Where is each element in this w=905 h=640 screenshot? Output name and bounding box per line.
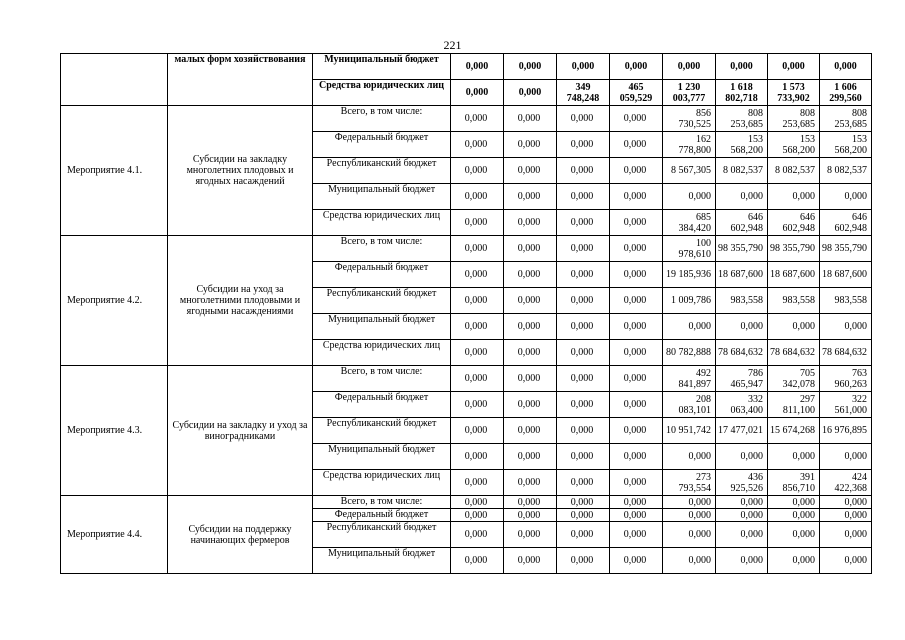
value-cell: 0,000 [557,132,610,158]
value-cell: 0,000 [610,418,663,444]
value-cell: 492 841,897 [663,366,716,392]
value-cell: 0,000 [451,314,504,340]
value-cell: 0,000 [504,470,557,496]
value-cell: 18 687,600 [716,262,768,288]
value-cell: 0,000 [451,340,504,366]
measure-id-cell: Мероприятие 4.3. [61,366,168,496]
value-cell: 0,000 [610,548,663,574]
value-cell: 0,000 [557,184,610,210]
value-cell: 0,000 [820,496,872,509]
value-cell: 0,000 [663,54,716,80]
value-cell: 0,000 [610,54,663,80]
funding-source-cell: Муниципальный бюджет [313,54,451,80]
funding-source-cell: Средства юридических лиц [313,470,451,496]
measure-name-cell: Субсидии на поддержку начинающих фермеров [168,496,313,574]
value-cell: 0,000 [557,340,610,366]
value-cell: 0,000 [504,262,557,288]
funding-source-cell: Муниципальный бюджет [313,314,451,340]
value-cell: 705 342,078 [768,366,820,392]
value-cell: 0,000 [504,548,557,574]
value-cell: 273 793,554 [663,470,716,496]
value-cell: 1 230 003,777 [663,80,716,106]
value-cell: 0,000 [820,54,872,80]
value-cell: 0,000 [504,392,557,418]
funding-source-cell: Республиканский бюджет [313,418,451,444]
value-cell: 0,000 [451,210,504,236]
value-cell: 0,000 [663,548,716,574]
value-cell: 153 568,200 [716,132,768,158]
value-cell: 0,000 [557,470,610,496]
value-cell: 0,000 [557,509,610,522]
value-cell: 0,000 [716,184,768,210]
value-cell: 322 561,000 [820,392,872,418]
value-cell: 983,558 [768,288,820,314]
value-cell: 0,000 [451,392,504,418]
value-cell: 153 568,200 [768,132,820,158]
funding-source-cell: Федеральный бюджет [313,262,451,288]
value-cell: 162 778,800 [663,132,716,158]
value-cell: 0,000 [663,496,716,509]
value-cell: 0,000 [451,106,504,132]
value-cell: 0,000 [557,262,610,288]
value-cell: 808 253,685 [768,106,820,132]
value-cell: 646 602,948 [820,210,872,236]
value-cell: 983,558 [716,288,768,314]
funding-source-cell: Федеральный бюджет [313,392,451,418]
value-cell: 0,000 [557,548,610,574]
value-cell: 763 960,263 [820,366,872,392]
value-cell: 465 059,529 [610,80,663,106]
value-cell: 0,000 [504,236,557,262]
value-cell: 391 856,710 [768,470,820,496]
value-cell: 8 082,537 [820,158,872,184]
value-cell: 0,000 [768,496,820,509]
funding-source-cell: Всего, в том числе: [313,366,451,392]
value-cell: 0,000 [557,314,610,340]
value-cell: 983,558 [820,288,872,314]
value-cell: 0,000 [504,54,557,80]
value-cell: 0,000 [504,444,557,470]
value-cell: 0,000 [716,509,768,522]
measure-id-cell: Мероприятие 4.2. [61,236,168,366]
value-cell: 0,000 [610,314,663,340]
value-cell: 0,000 [504,288,557,314]
funding-source-cell: Федеральный бюджет [313,509,451,522]
value-cell: 0,000 [663,522,716,548]
funding-source-cell: Всего, в том числе: [313,236,451,262]
value-cell: 78 684,632 [820,340,872,366]
value-cell: 10 951,742 [663,418,716,444]
value-cell: 0,000 [768,444,820,470]
funding-source-cell: Федеральный бюджет [313,132,451,158]
value-cell: 0,000 [504,366,557,392]
value-cell: 424 422,368 [820,470,872,496]
value-cell: 0,000 [610,262,663,288]
value-cell: 685 384,420 [663,210,716,236]
value-cell: 100 978,610 [663,236,716,262]
value-cell: 0,000 [610,392,663,418]
value-cell: 0,000 [768,54,820,80]
value-cell: 19 185,936 [663,262,716,288]
measure-name-cell: Субсидии на уход за многолетними плодовыми и ягодными насаждениями [168,236,313,366]
value-cell: 0,000 [768,522,820,548]
funding-source-cell: Средства юридических лиц [313,210,451,236]
value-cell: 0,000 [820,444,872,470]
value-cell: 0,000 [610,132,663,158]
measure-name-cell: Субсидии на закладку и уход за виноградниками [168,366,313,496]
value-cell: 0,000 [451,522,504,548]
value-cell: 0,000 [610,158,663,184]
value-cell: 0,000 [768,184,820,210]
value-cell: 349 748,248 [557,80,610,106]
value-cell: 0,000 [820,548,872,574]
value-cell: 0,000 [610,106,663,132]
measure-name-cell: Субсидии на закладку многолетних плодовых и ягодных насаждений [168,106,313,236]
value-cell: 0,000 [716,548,768,574]
value-cell: 8 082,537 [768,158,820,184]
funding-source-cell: Республиканский бюджет [313,522,451,548]
value-cell: 0,000 [557,54,610,80]
value-cell: 808 253,685 [820,106,872,132]
value-cell: 15 674,268 [768,418,820,444]
value-cell: 0,000 [610,366,663,392]
table-row [61,106,872,132]
measure-id-cell: Мероприятие 4.4. [61,496,168,574]
measure-id-cell: Мероприятие 4.1. [61,106,168,236]
funding-source-cell: Муниципальный бюджет [313,184,451,210]
value-cell: 0,000 [504,496,557,509]
value-cell: 0,000 [504,522,557,548]
measure-name-cell: малых форм хозяйствования [168,54,313,106]
value-cell: 0,000 [716,54,768,80]
value-cell: 0,000 [451,496,504,509]
value-cell: 0,000 [820,184,872,210]
value-cell: 0,000 [557,366,610,392]
value-cell: 0,000 [504,132,557,158]
funding-source-cell: Республиканский бюджет [313,288,451,314]
value-cell: 0,000 [451,184,504,210]
budget-table [60,53,872,574]
funding-source-cell: Муниципальный бюджет [313,548,451,574]
value-cell: 0,000 [451,54,504,80]
table-body [61,54,872,574]
value-cell: 98 355,790 [820,236,872,262]
value-cell: 0,000 [557,236,610,262]
value-cell: 0,000 [663,509,716,522]
value-cell: 0,000 [557,106,610,132]
value-cell: 0,000 [504,314,557,340]
value-cell: 1 618 802,718 [716,80,768,106]
value-cell: 0,000 [610,470,663,496]
value-cell: 0,000 [504,340,557,366]
value-cell: 0,000 [451,509,504,522]
value-cell: 0,000 [557,392,610,418]
value-cell: 0,000 [557,288,610,314]
value-cell: 0,000 [716,444,768,470]
funding-source-cell: Муниципальный бюджет [313,444,451,470]
value-cell: 0,000 [451,288,504,314]
value-cell: 0,000 [451,132,504,158]
measure-id-cell [61,54,168,106]
value-cell: 16 976,895 [820,418,872,444]
funding-source-cell: Всего, в том числе: [313,496,451,509]
value-cell: 0,000 [557,496,610,509]
value-cell: 646 602,948 [716,210,768,236]
value-cell: 1 009,786 [663,288,716,314]
value-cell: 0,000 [610,236,663,262]
value-cell: 0,000 [557,418,610,444]
value-cell: 0,000 [557,522,610,548]
value-cell: 0,000 [610,340,663,366]
value-cell: 0,000 [716,496,768,509]
value-cell: 0,000 [768,548,820,574]
value-cell: 0,000 [610,522,663,548]
value-cell: 17 477,021 [716,418,768,444]
value-cell: 0,000 [768,509,820,522]
value-cell: 436 925,526 [716,470,768,496]
value-cell: 0,000 [504,80,557,106]
value-cell: 8 082,537 [716,158,768,184]
value-cell: 297 811,100 [768,392,820,418]
value-cell: 0,000 [820,509,872,522]
value-cell: 332 063,400 [716,392,768,418]
funding-source-cell: Средства юридических лиц [313,80,451,106]
value-cell: 0,000 [451,158,504,184]
value-cell: 153 568,200 [820,132,872,158]
value-cell: 1 573 733,902 [768,80,820,106]
value-cell: 0,000 [610,496,663,509]
value-cell: 0,000 [768,314,820,340]
value-cell: 0,000 [557,210,610,236]
value-cell: 78 684,632 [768,340,820,366]
value-cell: 0,000 [610,444,663,470]
value-cell: 0,000 [451,262,504,288]
value-cell: 0,000 [504,210,557,236]
table-row [61,236,872,262]
value-cell: 0,000 [504,158,557,184]
value-cell: 0,000 [820,314,872,340]
value-cell: 0,000 [663,444,716,470]
value-cell: 0,000 [610,210,663,236]
value-cell: 8 567,305 [663,158,716,184]
value-cell: 98 355,790 [768,236,820,262]
value-cell: 0,000 [451,444,504,470]
value-cell: 0,000 [716,522,768,548]
value-cell: 0,000 [451,548,504,574]
value-cell: 208 083,101 [663,392,716,418]
funding-source-cell: Республиканский бюджет [313,158,451,184]
value-cell: 0,000 [504,418,557,444]
value-cell: 0,000 [451,366,504,392]
value-cell: 0,000 [451,80,504,106]
value-cell: 646 602,948 [768,210,820,236]
table-row [61,366,872,392]
value-cell: 0,000 [557,158,610,184]
value-cell: 0,000 [663,184,716,210]
value-cell: 856 730,525 [663,106,716,132]
value-cell: 808 253,685 [716,106,768,132]
value-cell: 0,000 [504,106,557,132]
value-cell: 0,000 [820,522,872,548]
table-row [61,496,872,509]
value-cell: 0,000 [451,236,504,262]
value-cell: 78 684,632 [716,340,768,366]
value-cell: 98 355,790 [716,236,768,262]
value-cell: 0,000 [504,184,557,210]
page-number: 221 [443,38,462,52]
value-cell: 0,000 [716,314,768,340]
value-cell: 0,000 [663,314,716,340]
table-row [61,54,872,80]
value-cell: 1 606 299,560 [820,80,872,106]
value-cell: 18 687,600 [820,262,872,288]
value-cell: 80 782,888 [663,340,716,366]
value-cell: 0,000 [451,418,504,444]
funding-source-cell: Средства юридических лиц [313,340,451,366]
funding-source-cell: Всего, в том числе: [313,106,451,132]
value-cell: 18 687,600 [768,262,820,288]
value-cell: 0,000 [610,184,663,210]
value-cell: 0,000 [451,470,504,496]
value-cell: 0,000 [610,509,663,522]
value-cell: 0,000 [504,509,557,522]
value-cell: 0,000 [557,444,610,470]
value-cell: 0,000 [610,288,663,314]
value-cell: 786 465,947 [716,366,768,392]
